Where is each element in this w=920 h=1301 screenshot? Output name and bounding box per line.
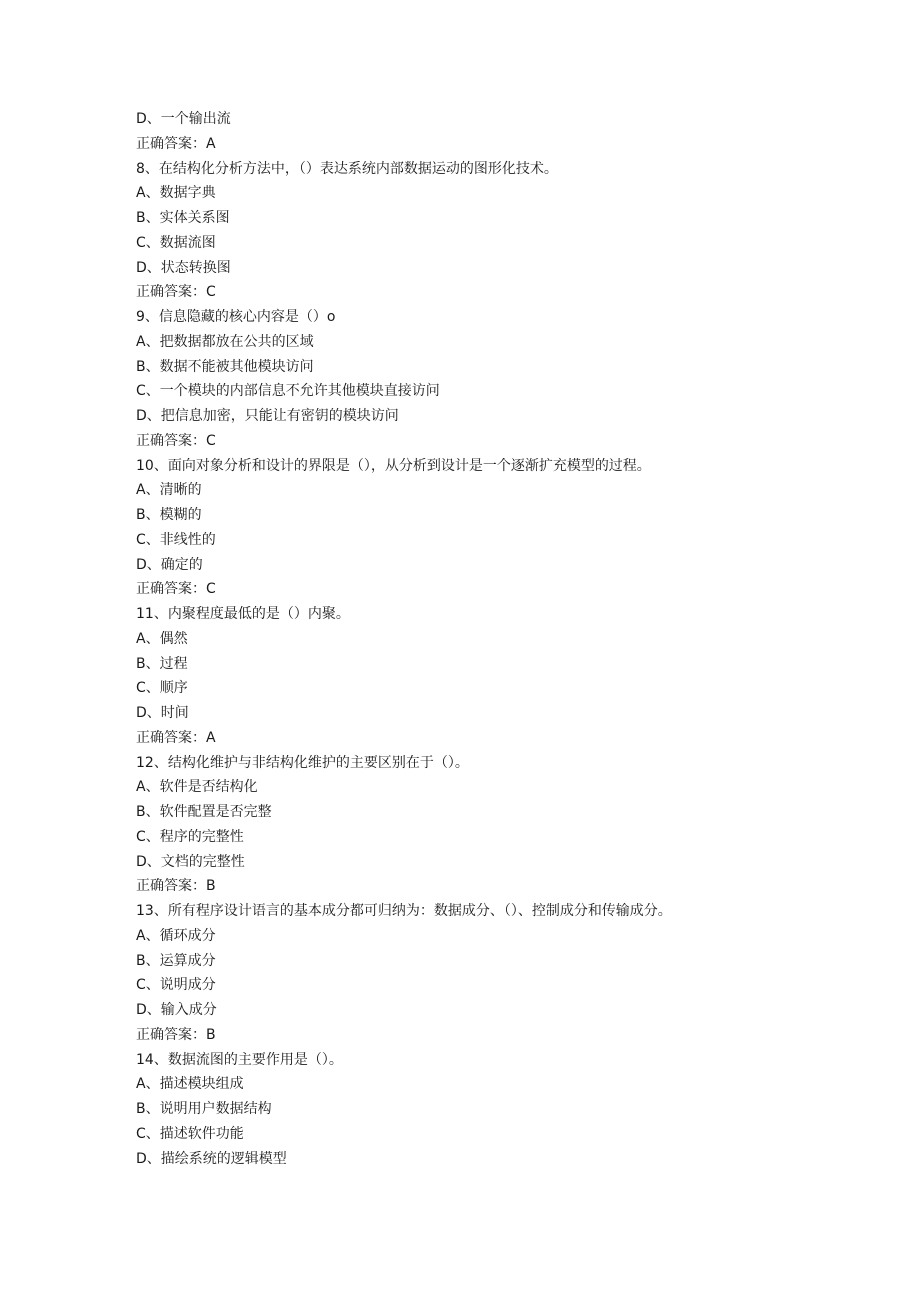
- option-line: C、非线性的: [136, 531, 216, 548]
- option-line: C、数据流图: [136, 234, 216, 251]
- option-line: A、循环成分: [136, 927, 216, 944]
- option-line: B、过程: [136, 655, 188, 672]
- option-line: A、软件是否结构化: [136, 779, 258, 796]
- option-line: A、把数据都放在公共的区域: [136, 333, 314, 350]
- answer-line: 正确答案：A: [136, 135, 216, 152]
- question-line: 9、信息隐藏的核心内容是（）o: [136, 309, 336, 325]
- option-line: C、程序的完整性: [136, 828, 244, 845]
- option-line: D、时间: [136, 705, 189, 721]
- option-line: C、顺序: [136, 680, 188, 697]
- answer-line: 正确答案：B: [136, 878, 216, 895]
- question-list: [136, 107, 876, 1171]
- option-line: A、数据字典: [136, 185, 216, 202]
- option-line: B、实体关系图: [136, 210, 230, 226]
- option-line: D、输入成分: [136, 1002, 217, 1018]
- option-line: B、模糊的: [136, 507, 202, 523]
- question-line: 8、在结构化分析方法中，（）表达系统内部数据运动的图形化技术。: [136, 160, 558, 177]
- option-line: B、软件配置是否完整: [136, 804, 272, 820]
- question-line: 14、数据流图的主要作用是（）。: [136, 1051, 343, 1068]
- answer-line: 正确答案：B: [136, 1026, 216, 1043]
- option-line: A、偶然: [136, 630, 188, 647]
- option-line: D、状态转换图: [136, 259, 231, 276]
- option-line: B、说明用户数据结构: [136, 1101, 272, 1117]
- option-line: C、说明成分: [136, 977, 216, 994]
- option-line: D、一个输出流: [136, 111, 231, 127]
- question-line: 13、所有程序设计语言的基本成分都可归纳为：数据成分、（）、控制成分和传输成分。: [136, 903, 672, 919]
- option-line: B、数据不能被其他模块访问: [136, 358, 314, 375]
- option-line: A、描述模块组成: [136, 1076, 244, 1093]
- option-line: A、清晰的: [136, 482, 202, 499]
- answer-line: 正确答案：C: [136, 581, 216, 598]
- option-line: D、描绘系统的逻辑模型: [136, 1150, 287, 1167]
- option-line: C、一个模块的内部信息不允许其他模块直接访问: [136, 383, 440, 400]
- option-line: D、文档的完整性: [136, 853, 245, 870]
- question-line: 12、结构化维护与非结构化维护的主要区别在于（）。: [136, 754, 469, 771]
- answer-line: 正确答案：C: [136, 432, 216, 449]
- question-line: 10、面向对象分析和设计的界限是（），从分析到设计是一个逐渐扩充模型的过程。: [136, 457, 651, 474]
- answer-line: 正确答案：A: [136, 729, 216, 746]
- option-line: D、确定的: [136, 556, 203, 573]
- option-line: B、运算成分: [136, 952, 216, 969]
- question-line: 11、内聚程度最低的是（）内聚。: [136, 606, 350, 622]
- option-line: D、把信息加密，只能让有密钥的模块访问: [136, 408, 399, 424]
- option-line: C、描述软件功能: [136, 1125, 244, 1142]
- answer-line: 正确答案：C: [136, 284, 216, 301]
